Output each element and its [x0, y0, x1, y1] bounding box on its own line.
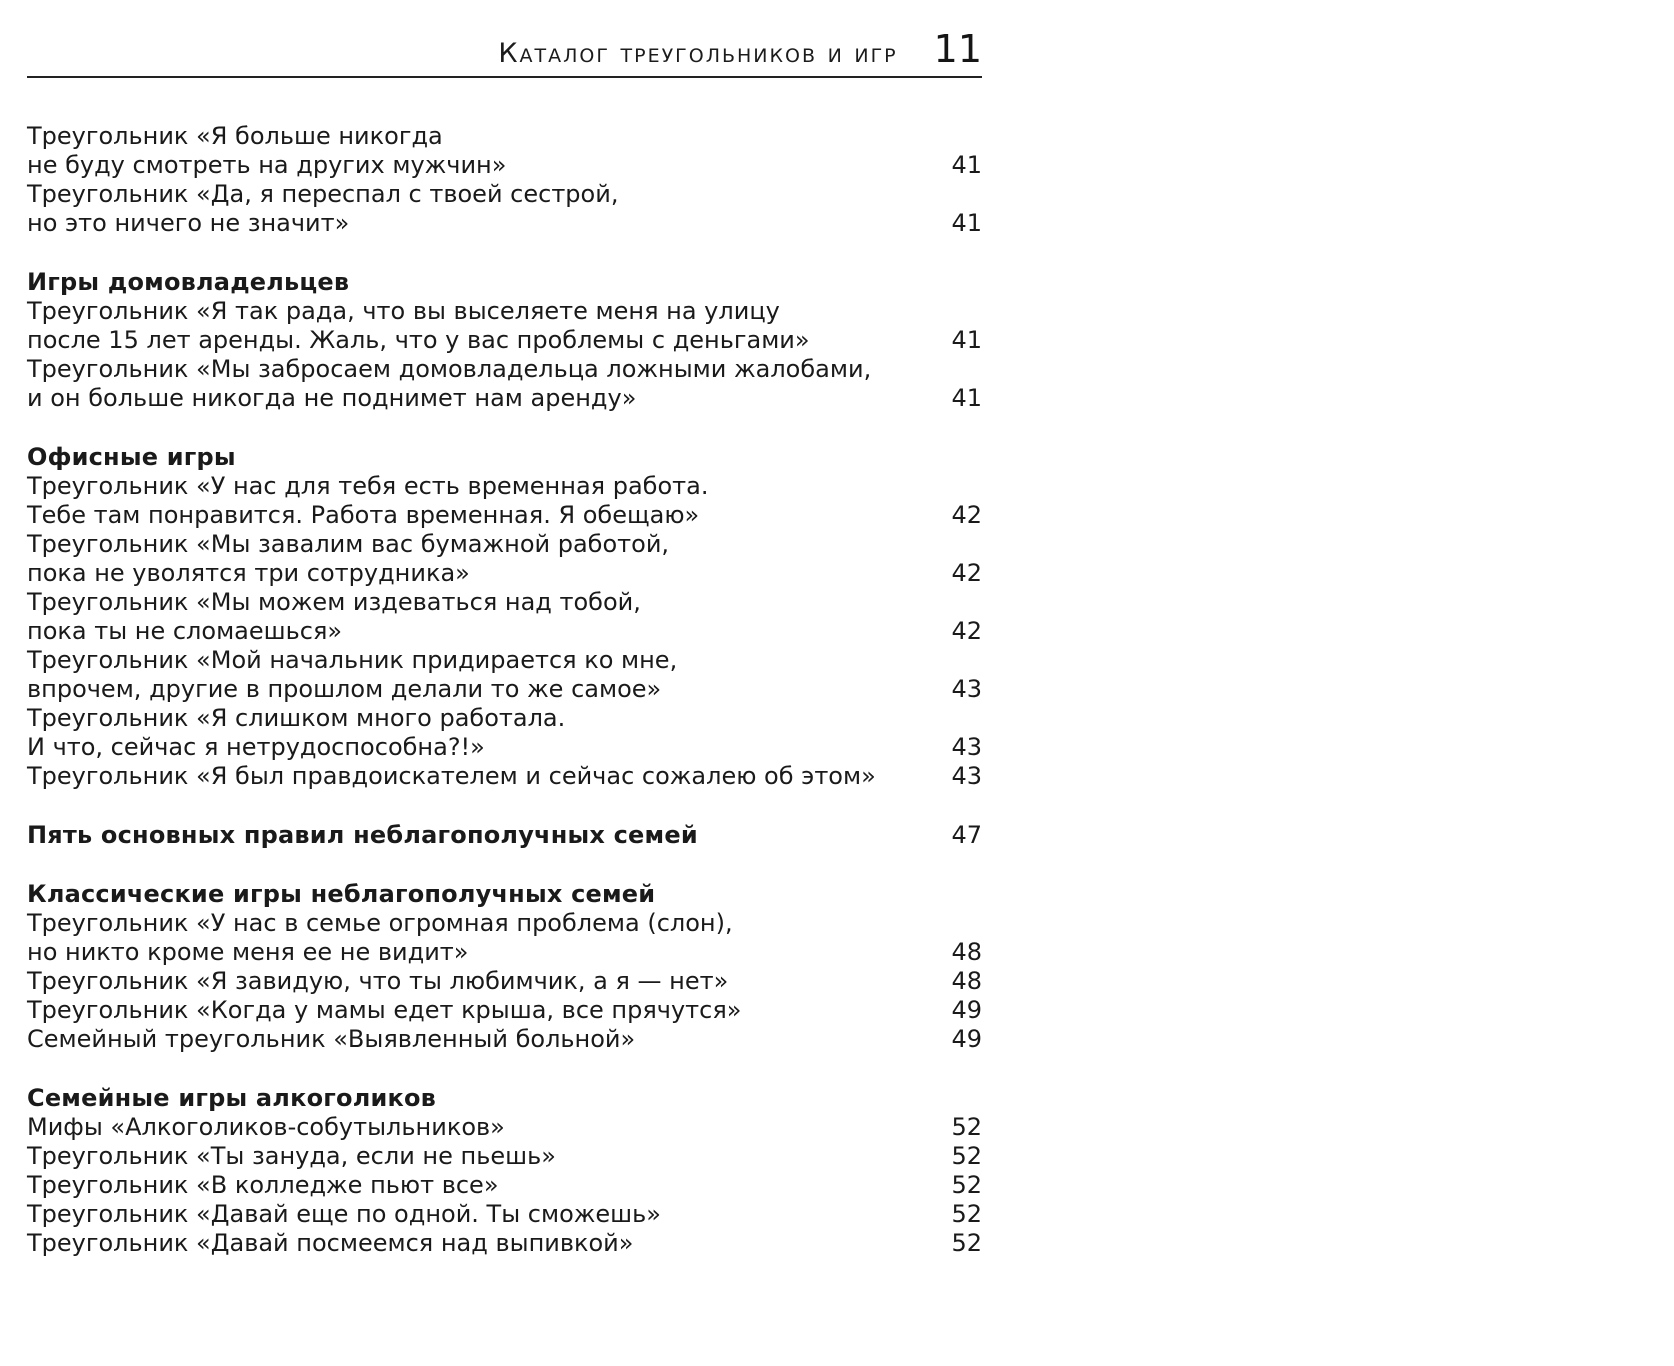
entry-line: Треугольник «Ты зануда, если не пьешь»	[27, 1142, 556, 1170]
entry-page-number: 48	[951, 967, 982, 995]
toc-entry	[27, 472, 982, 530]
entry-page-number: 52	[951, 1171, 982, 1199]
entry-title	[27, 967, 935, 996]
section-heading: Пять основных правил неблагополучных семей	[27, 821, 698, 849]
entry-line: Треугольник «У нас для тебя есть временная работа.	[27, 472, 709, 500]
entry-page-number: 48	[951, 938, 982, 966]
toc-section	[27, 122, 982, 238]
entry-title	[27, 996, 935, 1025]
section-heading-row	[27, 880, 982, 909]
header-rule	[27, 76, 982, 78]
entry-title	[27, 588, 935, 646]
entry-line: Тебе там понравится. Работа временная. Я обещаю»	[27, 501, 700, 529]
entry-title	[27, 1200, 935, 1229]
toc-entry	[27, 909, 982, 967]
toc-entry	[27, 762, 982, 791]
entry-page-number: 41	[951, 209, 982, 237]
entry-line: Треугольник «В колледже пьют все»	[27, 1171, 499, 1199]
toc-entry	[27, 122, 982, 180]
entry-title	[27, 180, 935, 238]
entry-line: Треугольник «Когда у мамы едет крыша, все прячутся»	[27, 996, 742, 1024]
toc-entry	[27, 1142, 982, 1171]
toc-entry	[27, 1171, 982, 1200]
entry-line: Мифы «Алкоголиков-собутыльников»	[27, 1113, 505, 1141]
entry-line: Треугольник «Я так рада, что вы выселяете меня на улицу	[27, 297, 780, 325]
toc-entry	[27, 1025, 982, 1054]
toc-section	[27, 880, 982, 1054]
entry-page-number: 52	[951, 1113, 982, 1141]
entry-line: Треугольник «Я слишком много работала.	[27, 704, 566, 732]
toc-entry	[27, 355, 982, 413]
section-heading-row	[27, 443, 982, 472]
entry-title	[27, 122, 935, 180]
toc-entry	[27, 996, 982, 1025]
toc-section	[27, 268, 982, 413]
entry-title	[27, 1171, 935, 1200]
entry-line: Треугольник «Да, я переспал с твоей сестрой,	[27, 180, 619, 208]
entry-line: впрочем, другие в прошлом делали то же самое»	[27, 675, 662, 703]
entry-page-number: 41	[951, 151, 982, 179]
toc-entry	[27, 1113, 982, 1142]
entry-page-number: 42	[951, 501, 982, 529]
entry-line: пока не уволятся три сотрудника»	[27, 559, 470, 587]
entry-title	[27, 646, 935, 704]
page-header	[27, 27, 982, 71]
entry-page-number: 42	[951, 559, 982, 587]
entry-title	[27, 1229, 935, 1258]
toc-section	[27, 1084, 982, 1258]
toc-entry	[27, 1229, 982, 1258]
entry-line: но никто кроме меня ее не видит»	[27, 938, 469, 966]
entry-line: Треугольник «Мой начальник придирается ко мне,	[27, 646, 678, 674]
toc-entry	[27, 1200, 982, 1229]
entry-title	[27, 1113, 935, 1142]
entry-page-number: 42	[951, 617, 982, 645]
entry-line: Семейный треугольник «Выявленный больной»	[27, 1025, 636, 1053]
toc	[27, 122, 982, 1258]
entry-page-number: 52	[951, 1142, 982, 1170]
entry-line: Треугольник «Я был правдоискателем и сейчас сожалею об этом»	[27, 762, 876, 790]
entry-line: но это ничего не значит»	[27, 209, 350, 237]
toc-entry	[27, 297, 982, 355]
entry-page-number: 43	[951, 733, 982, 761]
entry-line: Треугольник «Давай посмеемся над выпивкой»	[27, 1229, 634, 1257]
toc-section	[27, 443, 982, 791]
entry-page-number: 52	[951, 1200, 982, 1228]
entry-line: Треугольник «Мы забросаем домовладельца ложными жалобами,	[27, 355, 872, 383]
entry-title	[27, 355, 935, 413]
running-title: Каталог треугольников и игр	[498, 38, 898, 69]
entry-title	[27, 530, 935, 588]
entry-title	[27, 909, 935, 967]
toc-entry	[27, 180, 982, 238]
entry-page-number: 49	[951, 1025, 982, 1053]
section-heading-row	[27, 821, 982, 850]
entry-line: Треугольник «Я завидую, что ты любимчик, а я — нет»	[27, 967, 729, 995]
entry-title	[27, 1025, 935, 1054]
section-heading-row	[27, 268, 982, 297]
section-heading: Семейные игры алкоголиков	[27, 1084, 437, 1112]
entry-page-number: 43	[951, 675, 982, 703]
entry-line: не буду смотреть на других мужчин»	[27, 151, 507, 179]
section-heading: Классические игры неблагополучных семей	[27, 880, 656, 908]
toc-entry	[27, 588, 982, 646]
entry-page-number: 49	[951, 996, 982, 1024]
entry-line: Треугольник «У нас в семье огромная проблема (слон),	[27, 909, 733, 937]
toc-entry	[27, 530, 982, 588]
entry-title	[27, 297, 935, 355]
entry-line: после 15 лет аренды. Жаль, что у вас проблемы с деньгами»	[27, 326, 810, 354]
entry-page-number: 43	[951, 762, 982, 790]
entry-title	[27, 472, 935, 530]
entry-line: Треугольник «Мы можем издеваться над тобой,	[27, 588, 641, 616]
entry-page-number: 52	[951, 1229, 982, 1257]
entry-line: Треугольник «Мы завалим вас бумажной работой,	[27, 530, 670, 558]
entry-line: Треугольник «Давай еще по одной. Ты сможешь»	[27, 1200, 661, 1228]
entry-line: и он больше никогда не поднимет нам аренду»	[27, 384, 637, 412]
entry-title	[27, 762, 935, 791]
entry-line: И что, сейчас я нетрудоспособна?!»	[27, 733, 485, 761]
section-page-number: 47	[951, 821, 982, 849]
toc-entry	[27, 646, 982, 704]
entry-line: пока ты не сломаешься»	[27, 617, 343, 645]
entry-line: Треугольник «Я больше никогда	[27, 122, 443, 150]
section-heading-row	[27, 1084, 982, 1113]
toc-entry	[27, 704, 982, 762]
toc-entry	[27, 967, 982, 996]
page-number: 11	[933, 27, 982, 71]
section-heading: Игры домовладельцев	[27, 268, 350, 296]
entry-page-number: 41	[951, 326, 982, 354]
section-heading: Офисные игры	[27, 443, 236, 471]
entry-title	[27, 704, 935, 762]
toc-section	[27, 821, 982, 850]
entry-page-number: 41	[951, 384, 982, 412]
entry-title	[27, 1142, 935, 1171]
